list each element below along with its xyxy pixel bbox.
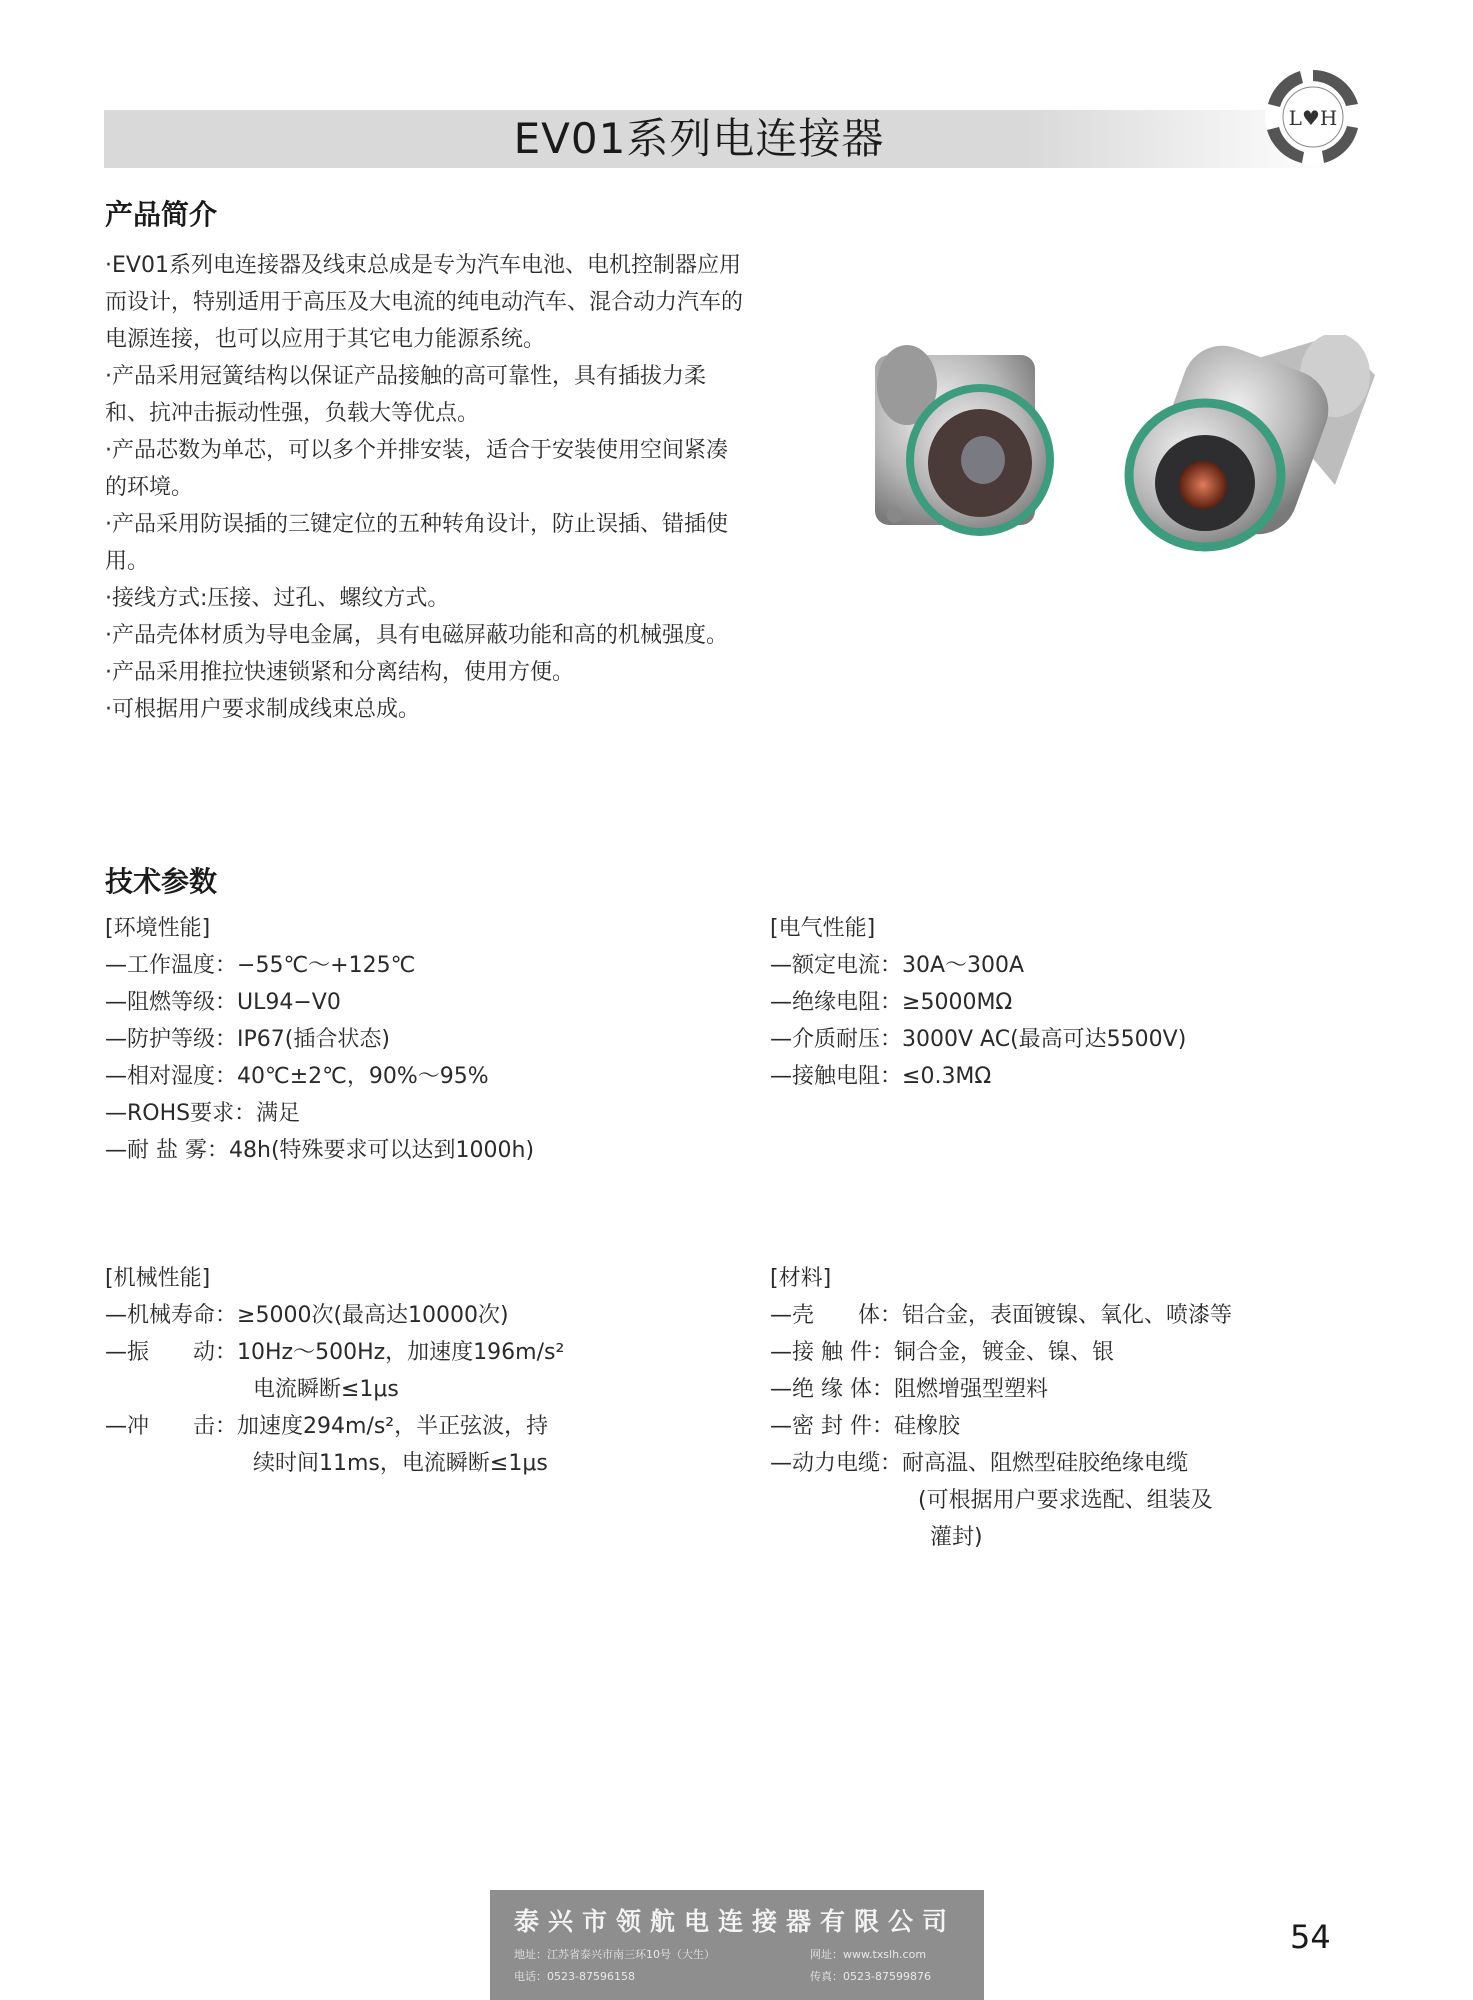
- env-value: 48h(特殊要求可以达到1000h): [229, 1138, 535, 1163]
- page-number: 54: [1290, 1918, 1331, 1956]
- env-label: —相对湿度：: [105, 1064, 238, 1089]
- mech-vibration-cont: 电流瞬断≤1μs: [253, 1377, 399, 1402]
- elec-value: 30A～300A: [902, 953, 1025, 978]
- intro-line: 电源连接，也可以应用于其它电力能源系统。: [105, 327, 546, 352]
- intro-line: 和、抗冲击振动性强，负载大等优点。: [105, 401, 480, 426]
- elec-row: [770, 947, 1186, 984]
- intro-line: ·产品采用防误插的三键定位的五种转角设计，防止误插、错插使: [105, 512, 728, 537]
- plug-photo: [1127, 335, 1375, 549]
- company-website: 网址：www.txslh.com: [810, 1948, 927, 1961]
- intro-line: ·产品采用推拉快速锁紧和分离结构，使用方便。: [105, 660, 574, 685]
- intro-line: 的环境。: [105, 475, 194, 500]
- elec-value: 3000V AC(最高可达5500V): [902, 1027, 1187, 1052]
- material-label: —密 封 件：: [770, 1414, 894, 1439]
- material-label: —接 触 件：: [770, 1340, 894, 1365]
- elec-label: —绝缘电阻：: [770, 990, 903, 1015]
- material-group: [770, 1260, 1232, 1556]
- intro-line: ·EV01系列电连接器及线束总成是专为汽车电池、电机控制器应用: [105, 253, 741, 278]
- elec-value: ≤0.3MΩ: [902, 1064, 992, 1089]
- env-label: —防护等级：: [105, 1027, 238, 1052]
- env-row: [105, 1058, 534, 1095]
- env-heading: [环境性能]: [105, 916, 211, 941]
- intro-line: ·产品芯数为单芯，可以多个并排安装，适合于安装使用空间紧凑: [105, 438, 728, 463]
- material-row: [770, 1297, 1232, 1334]
- material-value: 铝合金，表面镀镍、氧化、喷漆等: [902, 1303, 1233, 1328]
- material-row: [770, 1445, 1232, 1482]
- material-label: —绝 缘 体：: [770, 1377, 894, 1402]
- intro-line: 用。: [105, 549, 150, 574]
- env-group: [105, 910, 534, 1169]
- elec-value: ≥5000MΩ: [902, 990, 1013, 1015]
- material-value: 铜合金，镀金、镍、银: [894, 1340, 1115, 1365]
- intro-line: ·产品壳体材质为导电金属，具有电磁屏蔽功能和高的机械强度。: [105, 623, 728, 648]
- svg-text:L♥H: L♥H: [1288, 106, 1338, 130]
- elec-group: [770, 910, 1186, 1095]
- mech-row-vibration: —振 动：10Hz～500Hz，加速度196m/s²: [105, 1340, 565, 1365]
- env-row: [105, 1021, 534, 1058]
- page-title: EV01系列电连接器: [513, 114, 885, 163]
- env-row: [105, 984, 534, 1021]
- intro-line: ·产品采用冠簧结构以保证产品接触的高可靠性，具有插拔力柔: [105, 364, 706, 389]
- intro-line: ·可根据用户要求制成线束总成。: [105, 697, 420, 722]
- tech-heading: 技术参数: [105, 865, 218, 898]
- env-value: −55℃～+125℃: [237, 953, 416, 978]
- material-row: [770, 1408, 1232, 1445]
- elec-row: [770, 984, 1186, 1021]
- material-label: —壳 体：: [770, 1303, 903, 1328]
- env-value: 40℃±2℃，90%～95%: [237, 1064, 489, 1089]
- company-phone: 电话：0523-87596158: [514, 1970, 635, 1983]
- material-label: —动力电缆：: [770, 1451, 903, 1476]
- elec-label: —介质耐压：: [770, 1027, 903, 1052]
- env-row: [105, 1132, 534, 1169]
- material-value: 阻燃增强型塑料: [894, 1377, 1049, 1402]
- intro-line: 而设计，特别适用于高压及大电流的纯电动汽车、混合动力汽车的: [105, 290, 744, 315]
- material-heading: [材料]: [770, 1266, 832, 1291]
- intro-text: [105, 247, 840, 728]
- env-row: [105, 947, 534, 984]
- material-row: [770, 1334, 1232, 1371]
- company-logo: [1262, 66, 1364, 168]
- mech-heading: [机械性能]: [105, 1266, 211, 1291]
- elec-label: —额定电流：: [770, 953, 903, 978]
- material-row: [770, 1371, 1232, 1408]
- company-fax: 传真：0523-87599876: [810, 1970, 931, 1983]
- mech-group: [105, 1260, 564, 1482]
- material-cont-1: (可根据用户要求选配、组装及: [918, 1488, 1213, 1513]
- env-value: UL94−V0: [237, 990, 341, 1015]
- elec-heading: [电气性能]: [770, 916, 876, 941]
- elec-row: [770, 1021, 1186, 1058]
- elec-label: —接触电阻：: [770, 1064, 903, 1089]
- material-value: 耐高温、阻燃型硅胶绝缘电缆: [902, 1451, 1189, 1476]
- receptacle-photo: [875, 345, 1052, 534]
- env-label: —工作温度：: [105, 953, 238, 978]
- elec-row: [770, 1058, 1186, 1095]
- company-footer: [490, 1890, 984, 2000]
- product-photos: [865, 335, 1385, 555]
- material-cont-2: 灌封): [930, 1525, 983, 1550]
- intro-line: ·接线方式:压接、过孔、螺纹方式。: [105, 586, 450, 611]
- intro-heading: 产品简介: [105, 198, 218, 231]
- env-label: —阻燃等级：: [105, 990, 238, 1015]
- env-value: IP67(插合状态): [237, 1027, 390, 1052]
- env-value: 满足: [256, 1101, 301, 1126]
- env-row: [105, 1095, 534, 1132]
- mech-shock-cont: 续时间11ms，电流瞬断≤1μs: [253, 1451, 548, 1476]
- mech-row-life: —机械寿命：≥5000次(最高达10000次): [105, 1303, 509, 1328]
- env-label: —ROHS要求：: [105, 1101, 257, 1126]
- mech-row-shock: —冲 击：加速度294m/s²，半正弦波，持: [105, 1414, 549, 1439]
- company-address: 地址：江苏省泰兴市南三环10号（大生）: [514, 1948, 715, 1961]
- material-value: 硅橡胶: [894, 1414, 961, 1439]
- company-name: 泰兴市领航电连接器有限公司: [514, 1907, 957, 1936]
- env-label: —耐 盐 雾：: [105, 1138, 229, 1163]
